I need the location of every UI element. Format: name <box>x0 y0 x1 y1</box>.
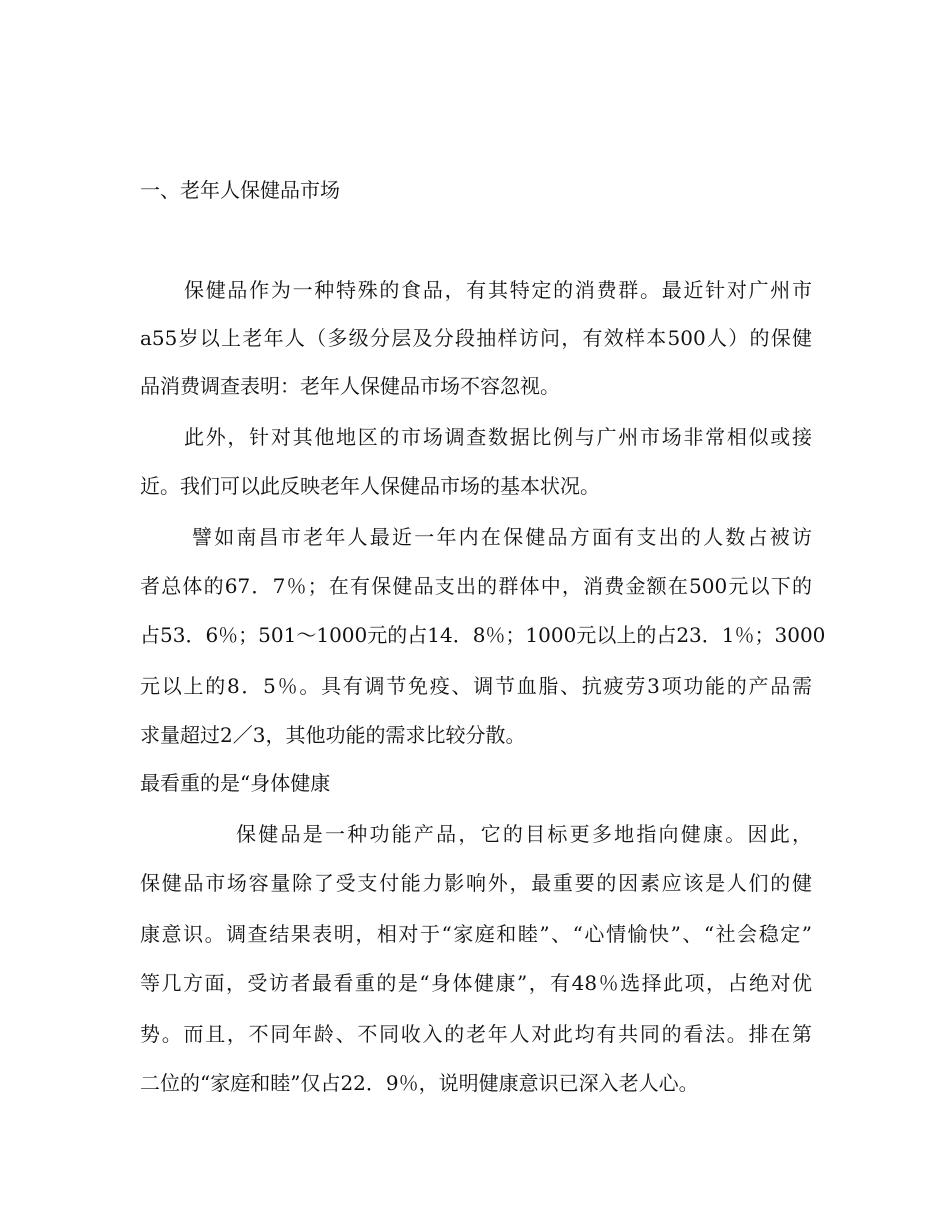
paragraph-line: 二位的“家庭和睦”仅占22．9％，说明健康意识已深入老人心。 <box>140 1071 699 1095</box>
paragraph-line: 康意识。调查结果表明，相对于“家庭和睦”、“心情愉快”、“社会稳定” <box>140 922 812 946</box>
paragraph-line: 占53．6％；501～1000元的占14．8％；1000元以上的占23．1％；3000 <box>140 623 826 647</box>
subsection-heading: 最看重的是“身体健康 <box>140 771 331 795</box>
paragraph-line: 保健品是一种功能产品，它的目标更多地指向健康。因此， <box>236 822 812 846</box>
paragraph-line: 元以上的8．5％。具有调节免疫、调节血脂、抗疲劳3项功能的产品需 <box>140 674 812 698</box>
document-page <box>140 0 826 1230</box>
paragraph-line: 近。我们可以此反映老年人保健品市场的基本状况。 <box>140 474 600 498</box>
paragraph-line: 此外，针对其他地区的市场调查数据比例与广州市场非常相似或接 <box>184 425 812 449</box>
paragraph-line: 保健品作为一种特殊的食品，有其特定的消费群。最近针对广州市 <box>184 278 812 302</box>
paragraph-line: 等几方面，受访者最看重的是“身体健康”，有48％选择此项，占绝对优 <box>140 971 812 995</box>
paragraph-line: 保健品市场容量除了受支付能力影响外，最重要的因素应该是人们的健 <box>140 871 812 895</box>
paragraph-line: 者总体的67．7％；在有保健品支出的群体中，消费金额在500元以下的 <box>140 574 812 598</box>
paragraph-line: 求量超过2／3，其他功能的需求比较分散。 <box>140 723 526 747</box>
paragraph-line: 势。而且，不同年龄、不同收入的老年人对此均有共同的看法。排在第 <box>140 1022 812 1046</box>
paragraph-line: 品消费调查表明：老年人保健品市场不容忽视。 <box>140 374 560 398</box>
paragraph-line: 譬如南昌市老年人最近一年内在保健品方面有支出的人数占被访 <box>192 525 812 549</box>
paragraph-line: a55岁以上老年人（多级分层及分段抽样访问，有效样本500人）的保健 <box>140 326 812 350</box>
section-heading: 一、老年人保健品市场 <box>140 178 340 202</box>
